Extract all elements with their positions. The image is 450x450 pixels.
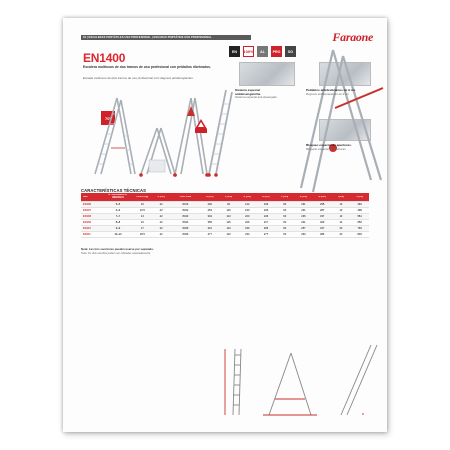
- badge-100-icon: 100%: [243, 46, 254, 57]
- table-header-cell: Nº PELDAÑOS Nº DEGRAUS: [108, 194, 128, 199]
- table-cell: 277: [263, 233, 269, 236]
- product-title: EN1400: [83, 51, 126, 65]
- table-cell: 246: [207, 203, 212, 206]
- feature-anti-disengage: Sistema especial antidesenganche. Sistema especial anti-desengate.: [235, 88, 278, 100]
- table-cell: 60: [283, 215, 287, 218]
- product-description-pt: Escada multiusos de dois tramos de uso profissional com degraus antiderrapantes.: [83, 76, 194, 80]
- table-cell: 257: [301, 227, 306, 230]
- section-bar-text: 04 | ESCALERAS PORTÁTILES USO PROFESIONAL | ESCADAS PORTÁTEIS USO PROFISSIONAL: [83, 36, 212, 39]
- table-cell: 766: [357, 227, 362, 230]
- table-row: [81, 232, 369, 238]
- table-cell: 287: [320, 209, 325, 212]
- table-cell: 220: [245, 215, 250, 218]
- table-cell: 8+8: [115, 221, 121, 224]
- ladder-illustrations: [83, 88, 233, 178]
- product-description-es: Escalera multiusos de dos tramos de uso profesional con peldaños ribeteados.: [83, 65, 211, 69]
- feature-opening-lock: Bloqueo especial de aperturas. Bloqueio especial de aberturas.: [306, 143, 352, 151]
- table-cell: 18.5: [139, 233, 145, 236]
- table-header-cell: E (cm): [262, 195, 270, 198]
- table-header-cell: REF.: [83, 195, 88, 198]
- feature-non-slip-steps: Peldaños antideslizantes de 9 cm. Degraus antiderrapantes de 9 cm.: [306, 88, 357, 96]
- badge-aluminium-icon: AL: [257, 46, 268, 57]
- table-cell: 60: [283, 221, 287, 224]
- table-cell: 656: [357, 221, 362, 224]
- table-header-cell: F (cm): [281, 195, 289, 198]
- table-cell: 23: [339, 227, 343, 230]
- table-cell: 258: [320, 203, 325, 206]
- table-cell: 253: [207, 209, 212, 212]
- table-cell: 498: [357, 209, 362, 212]
- table-cell: 241: [301, 221, 306, 224]
- table-header-cell: C (cm): [224, 195, 233, 198]
- detail-photo-hinge: [239, 62, 295, 86]
- table-cell: 226: [245, 221, 250, 224]
- ladder-extended-icon: [209, 90, 232, 174]
- table-header-row: [81, 193, 369, 202]
- dimension-diagrams: [213, 343, 383, 418]
- product-photo-ladder: [293, 48, 387, 194]
- table-cell: 110: [226, 233, 231, 236]
- badge-en-icon: EN: [229, 46, 240, 57]
- table-cell: 236: [263, 203, 269, 206]
- table-cell: 42: [159, 215, 163, 218]
- table-cell: 23: [339, 233, 343, 236]
- table-cell: 16: [140, 221, 144, 224]
- table-cell: 460: [357, 203, 362, 206]
- table-header-cell: H (cm): [318, 195, 326, 198]
- table-cell: 8043: [182, 215, 189, 218]
- table-cell: 231: [301, 203, 306, 206]
- table-header-cell: CÓD. EAN: [179, 195, 192, 198]
- table-cell: 477: [207, 233, 212, 236]
- table-cell: 8042: [182, 209, 189, 212]
- table-cell: 236: [245, 227, 250, 230]
- table-cell: 410: [207, 227, 212, 230]
- table-cell: 60: [283, 233, 287, 236]
- table-cell: 355: [207, 221, 212, 224]
- table-cell: 236: [263, 209, 269, 212]
- table-cell: ED110: [83, 227, 91, 230]
- table-cell: 5+5: [115, 203, 121, 206]
- table-cell: 60: [283, 209, 287, 212]
- note-es: Nota: Las tres secciones pueden usarse por separado.: [81, 247, 154, 251]
- table-cell: 42: [159, 227, 163, 230]
- specs-table: [81, 193, 369, 238]
- table-cell: 337: [320, 215, 325, 218]
- table-header-cell: A (cm): [157, 195, 165, 198]
- table-cell: ED106: [83, 203, 91, 206]
- table-cell: 304: [207, 215, 212, 218]
- table-cell: 42: [159, 203, 163, 206]
- table-title: CARACTERÍSTICAS TÉCNICAS: [81, 188, 146, 193]
- table-cell: 10: [140, 203, 144, 206]
- warning-sign-icon: [195, 119, 207, 133]
- badge-pro-icon: PRO: [271, 46, 282, 57]
- table-cell: 217: [263, 221, 269, 224]
- table-cell: 13: [339, 209, 343, 212]
- table-cell: 93: [227, 203, 230, 206]
- table-cell: 60: [283, 227, 287, 230]
- table-cell: 13: [339, 203, 343, 206]
- table-cell: 486: [320, 233, 325, 236]
- table-cell: 7+7: [115, 215, 121, 218]
- table-cell: 234: [245, 233, 250, 236]
- table-header-cell: I (cm): [337, 195, 344, 198]
- table-cell: 116: [226, 209, 231, 212]
- table-cell: ED111: [83, 233, 91, 236]
- table-cell: 60: [283, 203, 287, 206]
- table-cell: 10+10: [114, 233, 122, 236]
- table-cell: 14: [339, 221, 343, 224]
- table-cell: ED109: [83, 221, 91, 224]
- table-cell: 231: [301, 209, 306, 212]
- brand-logo: Faraone: [332, 30, 373, 44]
- certification-badges: [229, 46, 296, 57]
- table-cell: 263: [301, 233, 306, 236]
- table-cell: 246: [263, 215, 269, 218]
- table-cell: 6+6: [115, 209, 121, 212]
- diagram-extended-ladder-icon: [341, 345, 377, 415]
- table-header-cell: PESO (Kg): [136, 195, 149, 198]
- catalog-page: [63, 18, 387, 432]
- table-cell: 581: [357, 215, 362, 218]
- table-cell: 110: [226, 227, 231, 230]
- table-header-cell: G (cm): [299, 195, 308, 198]
- angle-70-badge: 70°: [101, 111, 115, 125]
- table-cell: 17: [140, 227, 144, 230]
- table-cell: ED107: [83, 209, 91, 212]
- table-cell: 13: [140, 215, 144, 218]
- diagram-a-frame-icon: [263, 353, 317, 415]
- badge-safety-icon: SG: [285, 46, 296, 57]
- table-cell: 265: [263, 227, 269, 230]
- note-pt: Nota: Os dois secções podem ser utilizadas separadamente.: [81, 252, 151, 255]
- table-cell: 42: [159, 233, 163, 236]
- table-cell: 236: [301, 215, 306, 218]
- table-cell: 8044: [182, 221, 189, 224]
- table-cell: 115: [226, 221, 231, 224]
- table-cell: 8016: [182, 203, 189, 206]
- table-cell: 13: [339, 215, 343, 218]
- table-cell: 42: [159, 221, 163, 224]
- table-cell: 8046: [182, 233, 189, 236]
- table-header-cell: B (cm): [206, 195, 214, 198]
- table-cell: 437: [320, 227, 325, 230]
- table-cell: 9+9: [115, 227, 121, 230]
- table-header-cell: D (cm): [243, 195, 251, 198]
- table-cell: 8045: [182, 227, 189, 230]
- table-cell: 42: [159, 209, 163, 212]
- table-cell: 10.5: [139, 209, 145, 212]
- table-cell: ED108: [83, 215, 91, 218]
- table-cell: 409: [320, 221, 325, 224]
- table-cell: 142: [245, 203, 250, 206]
- diagram-closed-ladder-icon: [225, 349, 241, 415]
- table-header-cell: J (cm): [356, 195, 364, 198]
- table-cell: 113: [226, 215, 231, 218]
- table-cell: 836: [357, 233, 362, 236]
- table-cell: 190: [245, 209, 250, 212]
